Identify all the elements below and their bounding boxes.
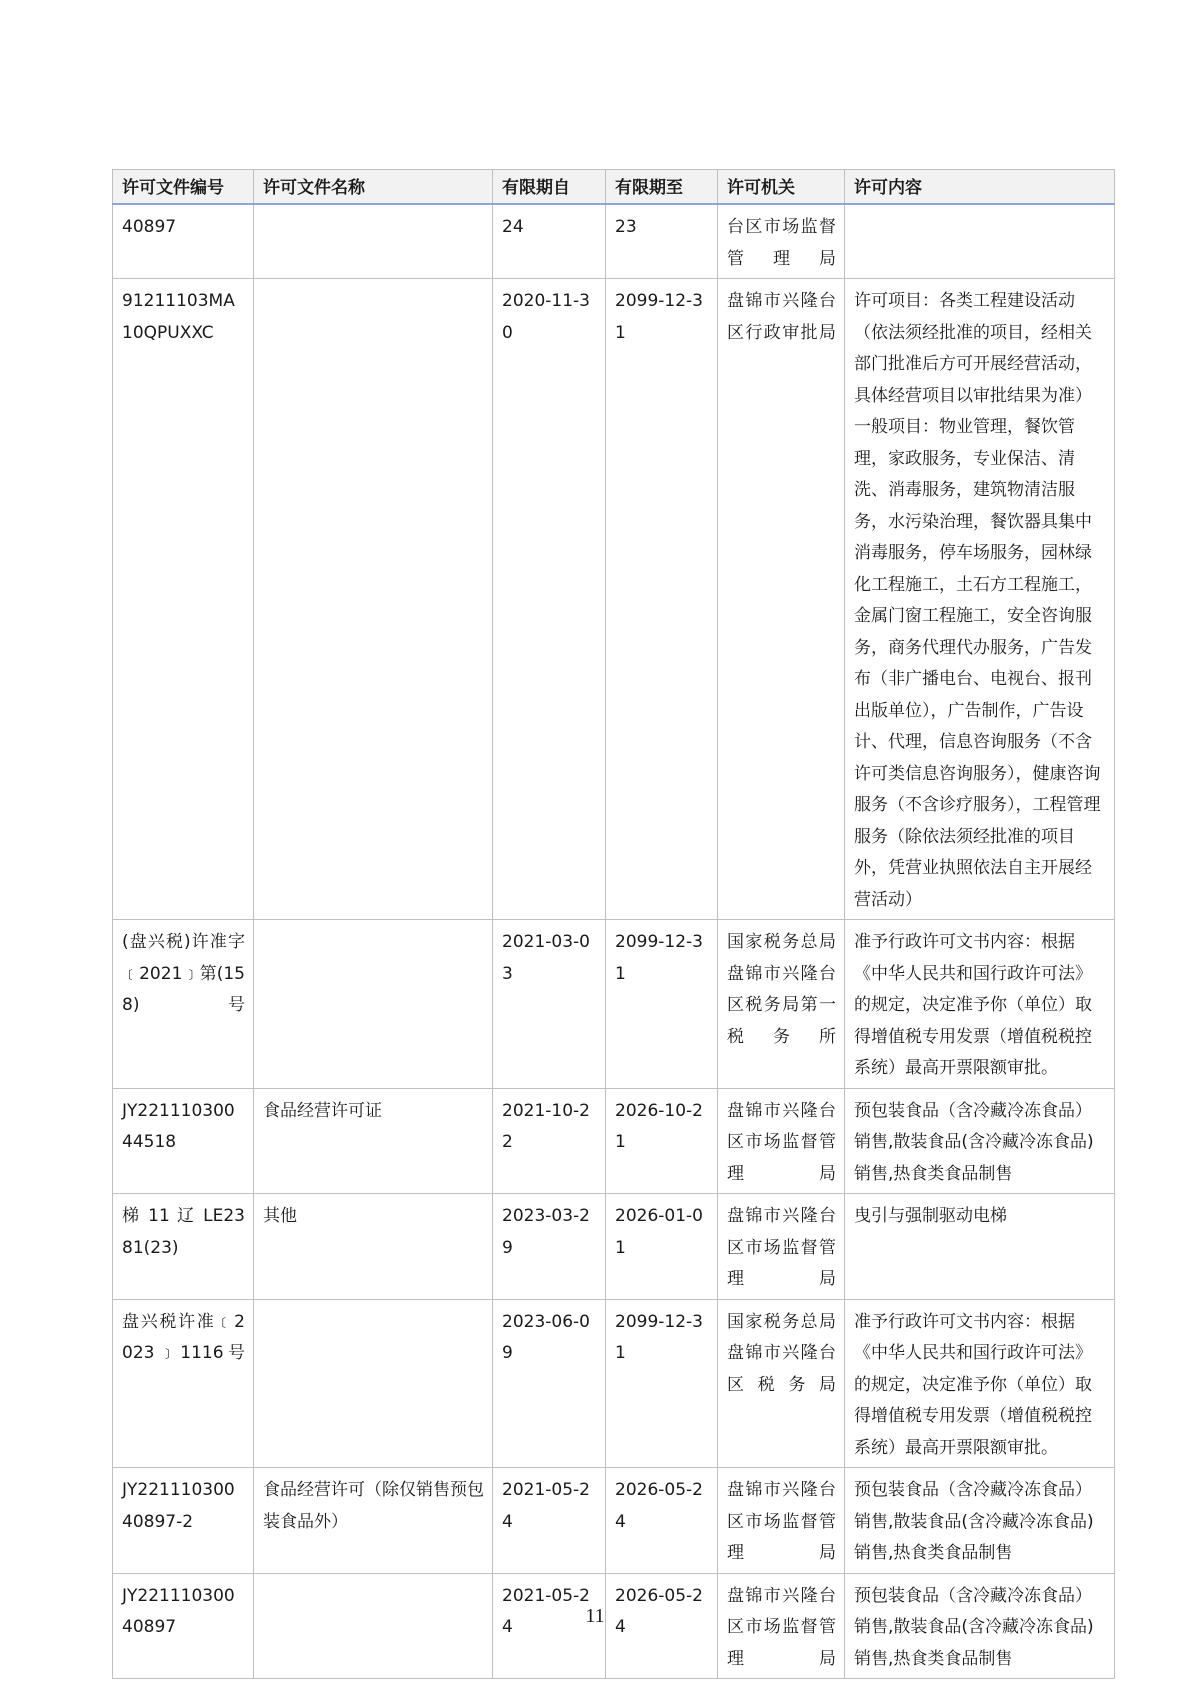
header-authority: 许可机关 xyxy=(718,170,845,205)
license-table xyxy=(112,169,1115,1679)
header-valid-from: 有限期自 xyxy=(493,170,606,205)
header-row xyxy=(113,170,1115,205)
cell-content: 准予行政许可文书内容：根据《中华人民共和国行政许可法》的规定，决定准予你（单位）取得增值税专用发票（增值税税控系统）最高开票限额审批。 xyxy=(845,920,1115,1089)
cell-authority: 国家税务总局盘锦市兴隆台区税务局第一税务所 xyxy=(718,920,845,1089)
table-row xyxy=(113,1088,1115,1194)
cell-license-number: JY22111030040897-2 xyxy=(113,1468,254,1574)
cell-license-number: 91211103MA10QPUXXC xyxy=(113,279,254,920)
table-body xyxy=(113,204,1115,1679)
cell-valid-to: 2099-12-31 xyxy=(606,279,718,920)
header-license-number: 许可文件编号 xyxy=(113,170,254,205)
cell-license-name xyxy=(254,204,493,279)
cell-authority: 盘锦市兴隆台区市场监督管理局 xyxy=(718,1468,845,1574)
cell-valid-to: 2026-01-01 xyxy=(606,1194,718,1300)
header-valid-to: 有限期至 xyxy=(606,170,718,205)
header-license-name: 许可文件名称 xyxy=(254,170,493,205)
cell-authority: 盘锦市兴隆台区市场监督管理局 xyxy=(718,1573,845,1679)
cell-authority: 台区市场监督管理局 xyxy=(718,204,845,279)
cell-valid-to: 2026-05-24 xyxy=(606,1573,718,1679)
cell-authority: 盘锦市兴隆台区行政审批局 xyxy=(718,279,845,920)
cell-valid-from: 2023-06-09 xyxy=(493,1299,606,1468)
cell-valid-from: 2021-05-24 xyxy=(493,1468,606,1574)
cell-valid-from: 2021-03-03 xyxy=(493,920,606,1089)
cell-valid-from: 2021-10-22 xyxy=(493,1088,606,1194)
cell-license-name xyxy=(254,920,493,1089)
table-row xyxy=(113,1468,1115,1574)
cell-license-number: (盘兴税)许准字﹝2021﹞第(158)号 xyxy=(113,920,254,1089)
cell-authority: 盘锦市兴隆台区市场监督管理局 xyxy=(718,1194,845,1300)
cell-license-name: 其他 xyxy=(254,1194,493,1300)
cell-valid-from: 2023-03-29 xyxy=(493,1194,606,1300)
cell-license-name: 食品经营许可（除仅销售预包装食品外） xyxy=(254,1468,493,1574)
table-row xyxy=(113,1194,1115,1300)
table-row xyxy=(113,1299,1115,1468)
cell-license-number: 盘兴税许准﹝2023﹞1116号 xyxy=(113,1299,254,1468)
cell-valid-to: 2099-12-31 xyxy=(606,1299,718,1468)
cell-valid-to: 23 xyxy=(606,204,718,279)
cell-content: 预包装食品（含冷藏冷冻食品）销售,散装食品(含冷藏冷冻食品)销售,热食类食品制售 xyxy=(845,1088,1115,1194)
cell-authority: 盘锦市兴隆台区市场监督管理局 xyxy=(718,1088,845,1194)
table-header xyxy=(113,170,1115,205)
cell-content: 许可项目：各类工程建设活动（依法须经批准的项目，经相关部门批准后方可开展经营活动，具体经营项目以审批结果为准）一般项目：物业管理，餐饮管理，家政服务，专业保洁、清洗、消毒服务，建筑物清洁服务，水污染治理，餐饮器具集中消毒服务，停车场服务，园林绿化工程施工，土石方工程施工，金属门窗工程施工，安全咨询服务，商务代理代办服务，广告发布（非广播电台、电视台、报刊出版单位），广告制作，广告设计、代理，信息咨询服务（不含许可类信息咨询服务），健康咨询服务（不含诊疗服务），工程管理服务（除依法须经批准的项目外，凭营业执照依法自主开展经营活动） xyxy=(845,279,1115,920)
cell-authority: 国家税务总局盘锦市兴隆台区税务局 xyxy=(718,1299,845,1468)
cell-valid-from: 2020-11-30 xyxy=(493,279,606,920)
cell-valid-to: 2026-10-21 xyxy=(606,1088,718,1194)
cell-license-number: JY22111030040897 xyxy=(113,1573,254,1679)
cell-valid-from: 24 xyxy=(493,204,606,279)
cell-license-number: 梯 11 辽 LE2381(23) xyxy=(113,1194,254,1300)
cell-content: 预包装食品（含冷藏冷冻食品）销售,散装食品(含冷藏冷冻食品)销售,热食类食品制售 xyxy=(845,1468,1115,1574)
page-number: 11 xyxy=(585,1605,605,1627)
cell-valid-from: 2021-05-24 xyxy=(493,1573,606,1679)
cell-license-name xyxy=(254,279,493,920)
cell-content: 曳引与强制驱动电梯 xyxy=(845,1194,1115,1300)
cell-content: 准予行政许可文书内容：根据《中华人民共和国行政许可法》的规定，决定准予你（单位）取得增值税专用发票（增值税税控系统）最高开票限额审批。 xyxy=(845,1299,1115,1468)
cell-license-number: JY22111030044518 xyxy=(113,1088,254,1194)
cell-valid-to: 2026-05-24 xyxy=(606,1468,718,1574)
cell-content xyxy=(845,204,1115,279)
cell-license-number: 40897 xyxy=(113,204,254,279)
header-content: 许可内容 xyxy=(845,170,1115,205)
table-row xyxy=(113,204,1115,279)
cell-valid-to: 2099-12-31 xyxy=(606,920,718,1089)
cell-license-name: 食品经营许可证 xyxy=(254,1088,493,1194)
cell-license-name xyxy=(254,1299,493,1468)
cell-content: 预包装食品（含冷藏冷冻食品）销售,散装食品(含冷藏冷冻食品)销售,热食类食品制售 xyxy=(845,1573,1115,1679)
table-row xyxy=(113,279,1115,920)
table-row xyxy=(113,920,1115,1089)
